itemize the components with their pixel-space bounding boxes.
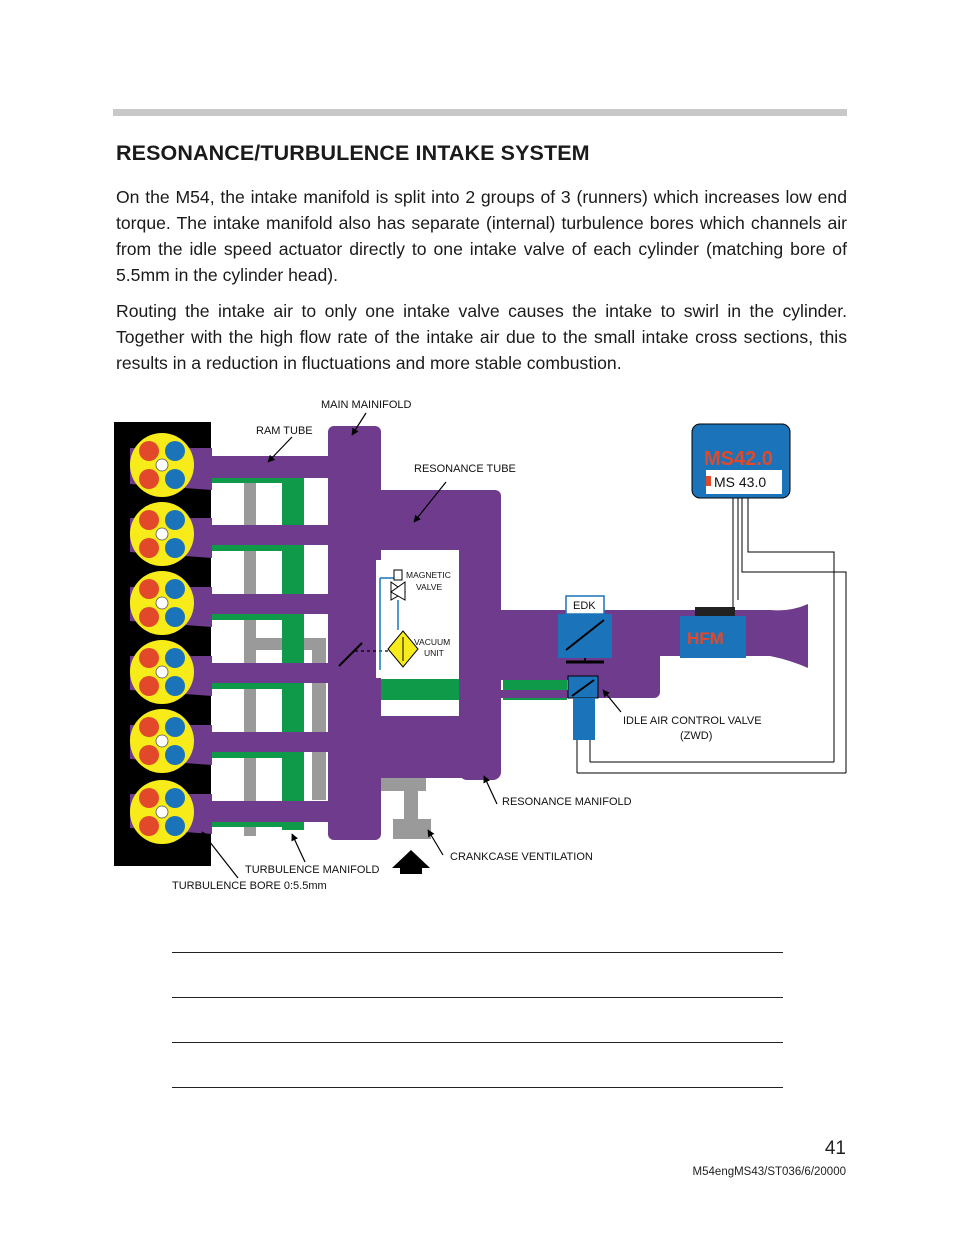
- document-code: M54engMS43/ST036/6/20000: [692, 1166, 846, 1178]
- vacuum-unit-label-1: VACUUM: [414, 637, 451, 647]
- magnetic-valve-label-2: VALVE: [416, 582, 443, 592]
- body-paragraph-2: Routing the intake air to only one intake valve causes the intake to swirl in the cylinder. Together with the high flow rate of the intake air due to the small intake cross sections, this results in a reduction in fluctuations and more stable combustion.: [116, 301, 847, 373]
- cylinder-3: [130, 571, 194, 635]
- page-title: RESONANCE/TURBULENCE INTAKE SYSTEM: [116, 141, 590, 165]
- hfm-label: HFM: [687, 629, 724, 648]
- turbulence-manifold-label: TURBULENCE MANIFOLD: [245, 864, 380, 876]
- idle-air-control-valve-label-1: IDLE AIR CONTROL VALVE: [623, 715, 762, 727]
- edk-label: EDK: [573, 600, 596, 612]
- notes-line-4: [172, 1087, 783, 1088]
- cylinder-1: [130, 433, 194, 497]
- body-paragraph-1: On the M54, the intake manifold is split into 2 groups of 3 (runners) which increases low end torque. The intake manifold also has separate (internal) turbulence bores which channels air from the idle speed actuator directly to one intake valve of each cylinder (matching bore of 5.5mm in the cylinder head).: [116, 187, 847, 285]
- top-rule: [113, 109, 847, 116]
- ecu-main-label: MS42.0: [704, 448, 773, 470]
- main-manifold-label: MAIN MAINIFOLD: [321, 399, 412, 411]
- crankcase-arrow-icon: [392, 850, 430, 874]
- crankcase-ventilation-label: CRANKCASE VENTILATION: [450, 851, 593, 863]
- cylinder-4: [130, 640, 194, 704]
- ecu-sub-label: MS 43.0: [714, 474, 767, 490]
- resonance-tube-label: RESONANCE TUBE: [414, 463, 516, 475]
- cylinder-2: [130, 502, 194, 566]
- ram-tube-label: RAM TUBE: [256, 425, 313, 437]
- intake-system-diagram: [0, 380, 960, 920]
- page-number: 41: [824, 1138, 846, 1159]
- vacuum-unit-label-2: UNIT: [424, 648, 444, 658]
- cylinder-5: [130, 709, 194, 773]
- turbulence-bore-label: TURBULENCE BORE 0:5.5mm: [172, 880, 327, 892]
- notes-line-2: [172, 997, 783, 998]
- notes-line-1: [172, 952, 783, 953]
- notes-line-3: [172, 1042, 783, 1043]
- resonance-manifold-label: RESONANCE MANIFOLD: [502, 796, 632, 808]
- idle-air-control-valve-label-2: (ZWD): [680, 730, 713, 742]
- cylinder-6: [130, 780, 194, 844]
- magnetic-valve-label-1: MAGNETIC: [406, 570, 451, 580]
